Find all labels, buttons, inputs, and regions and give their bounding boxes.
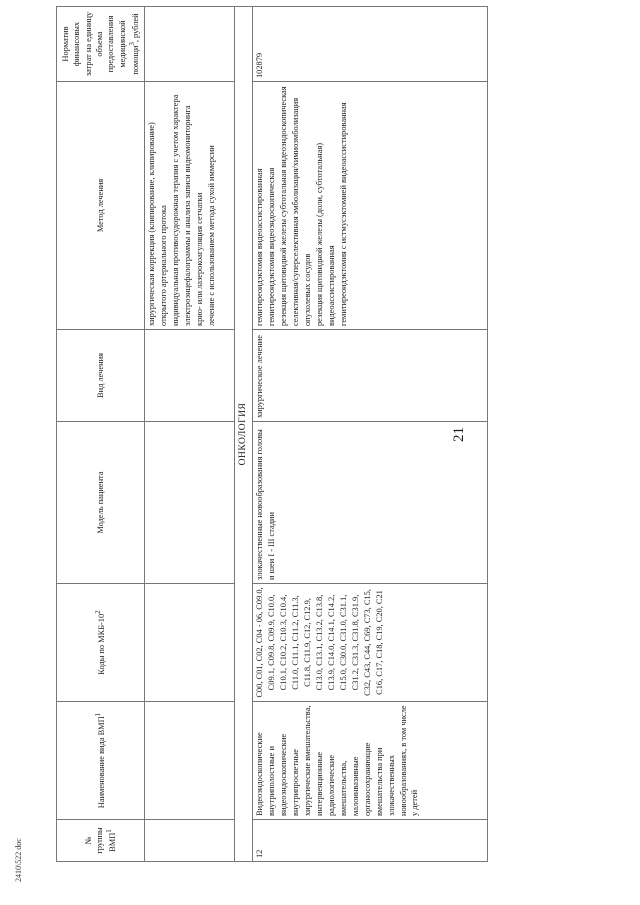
- row-norm-value: 102879: [253, 7, 488, 82]
- cont-treatment-methods: [145, 82, 235, 330]
- header-icd-codes-footnote: 2: [93, 610, 102, 614]
- method-item: резекция щитовидной железы (доли, субтотальная) видеоассистированная: [315, 143, 337, 326]
- method-item: гемитиреоидэктомия видеоассистированная: [255, 168, 265, 326]
- header-vmp-name: [57, 702, 145, 820]
- header-group-no-line2: группы: [94, 827, 104, 854]
- row-group-no: 12: [253, 820, 488, 862]
- cont-method-item: лечение с использованием метода сухой иммерсии: [206, 145, 216, 326]
- cont-norm: [145, 7, 235, 82]
- header-group-no-line3: ВМП: [108, 832, 118, 852]
- header-vmp-name-text: Наименование вида ВМП: [96, 716, 106, 809]
- cont-vmp-name: [145, 702, 235, 820]
- header-group-no: [57, 820, 145, 862]
- cont-icd-codes: [145, 584, 235, 702]
- footer-doc-id: 2410\522 doc: [14, 838, 23, 882]
- header-norm-text: Норматив финансовых затрат на единицу объема предоставления медицинской помощи: [60, 11, 140, 77]
- header-norm: [57, 7, 145, 82]
- row-icd-codes: C00, C01, C02, C04 - 06, C09.0, C09.1, C09.8, C09.9, C10.0, C10.1, C10.2, C10.3, C10.4, C11.0, C11.1, C11.2, C11.3, C11.8, C11.9, C12, C12.9, C13.0, C13.1, C13.2, C13.8, C13.9, C14.0, C14.1, C14.2, C15.0, C30.0, C31.0, C31.1, C31.2, C31.3, C31.8, C31.9, C32, C43, C44, C69, C73, C15, C16, C17, C18, C19, C20, C21: [253, 584, 488, 702]
- row-vmp-name: Видеоэндоскопические внутриполостные и видеоэндоскопические внутрипросветные хирургические вмешательства, интервенционные радиологические вмешательства, малоинвазивные органосохраняющие вмешательства при злокачественных новообразованиях, в том числе у детей: [253, 702, 488, 820]
- section-row: [235, 7, 253, 862]
- header-norm-suffix: , рублей: [130, 13, 140, 43]
- continuation-row: [145, 7, 235, 862]
- header-treatment-type: Вид лечения: [57, 330, 145, 422]
- section-title: ОНКОЛОГИЯ: [235, 7, 253, 862]
- cont-treatment-type: [145, 330, 235, 422]
- vmp-table: [56, 6, 488, 862]
- cont-patient-model: [145, 422, 235, 584]
- cont-method-item: хирургическая коррекция (клипирование, клипирование) открытого артериального протока: [147, 122, 168, 326]
- header-group-no-line1: №: [83, 836, 93, 845]
- method-item: резекция щитовидной железы субтотальная видеоэндоскопическая: [279, 86, 289, 326]
- header-treatment-method: Метод лечения: [57, 82, 145, 330]
- method-item: гемитиреоидэктомия с истмусэктомией видеоассистированная: [338, 102, 348, 326]
- method-item: гемитиреоидэктомия видеоэндоскопическая: [267, 167, 277, 326]
- row-patient-model: злокачественные новообразования головы и шеи I - III стадии: [253, 422, 488, 584]
- header-icd-codes: [57, 584, 145, 702]
- header-icd-codes-text: Коды по МКБ-10: [96, 613, 106, 675]
- row-treatment-type: хирургическое лечение: [253, 330, 488, 422]
- header-norm-footnote: 3: [127, 42, 136, 46]
- method-item: селективная/суперселективная эмболизация/химиоэмболизация опухолевых сосудов: [291, 97, 313, 326]
- rotated-table-area: [56, 7, 556, 862]
- cont-method-item: криo- или лазерокоагуляция сетчатки: [194, 192, 204, 326]
- cont-group-no: [145, 820, 235, 862]
- page-number: 21: [451, 427, 467, 442]
- header-group-no-footnote: 1: [105, 829, 114, 833]
- header-vmp-name-footnote: 1: [93, 712, 102, 717]
- cont-method-item: индивидуальная противосудорожная терапия с учетом характера электроэнцефалограммы и анализа записи видеомониторинга: [170, 94, 192, 326]
- header-patient-model: Модель пациента: [57, 422, 145, 584]
- header-row: [57, 7, 145, 862]
